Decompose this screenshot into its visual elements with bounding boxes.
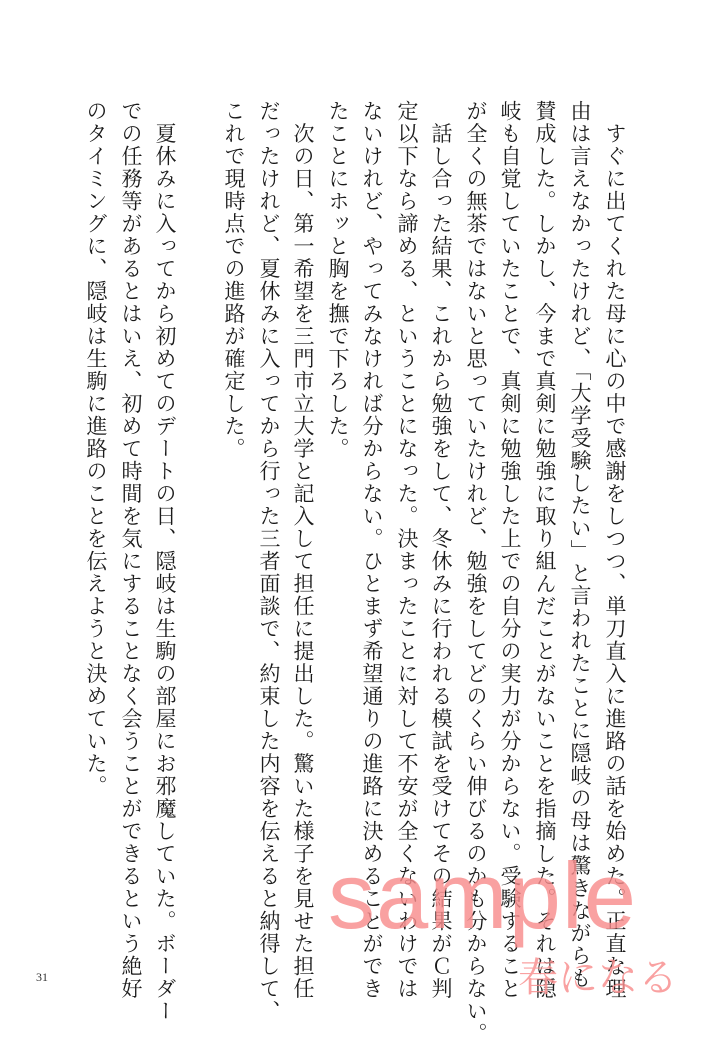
text-column-7: 定以下なら諦める、ということになった。決まったことに対して不安が全くないわけでは	[395, 100, 419, 1000]
text-column-4: 岐も自覚していたことで、真剣に勉強した上での自分の実力が分からない。受験すること	[498, 100, 522, 1000]
text-column-10: 次の日、第一希望を三門市立大学と記入して担任に提出した。驚いた様子を見せた担任	[291, 100, 315, 1000]
text-column-15: での任務等があるとはいえ、初めて時間を気にすることなく会うことができるという絶好	[119, 100, 143, 1000]
text-column-5: が全くの無茶ではないと思っていたけれど、勉強をしてどのくらい伸びるのかも分からない。	[464, 100, 488, 1045]
text-column-11: だったけれど、夏休みに入ってから行った三者面談で、約束した内容を伝えると納得して、	[257, 100, 281, 1023]
page-number: 31	[36, 970, 48, 984]
text-column-2: 由は言えなかったけれど、「大学受験したい」と言われたことに隠岐の母は驚きながらも	[568, 100, 592, 990]
text-column-6: 話し合った結果、これから勉強をして、冬休みに行われる模試を受けてその結果がＣ判	[429, 100, 453, 1000]
text-column-8: ないけれど、やってみなければ分からない。ひとまず希望通りの進路に決めることができ	[360, 100, 384, 1000]
text-column-3: 賛成した。しかし、今まで真剣に勉強に取り組んだことがないことを指摘した。それは隠	[533, 100, 557, 1000]
watermark-subtitle: 春になる	[518, 955, 678, 1001]
text-column-16: のタイミングに、隠岐は生駒に進路のことを伝えようと決めていた。	[84, 100, 108, 798]
sample-watermark: sample	[328, 843, 638, 948]
text-column-9: たことにホッと胸を撫で下ろした。	[326, 100, 350, 460]
text-column-14: 夏休みに入ってから初めてのデートの日、隠岐は生駒の部屋にお邪魔していた。ボーダー	[153, 100, 177, 1023]
text-column-1: すぐに出てくれた母に心の中で感謝をしつつ、単刀直入に進路の話を始めた。正直な理	[603, 100, 627, 1000]
text-column-12: これで現時点での進路が確定した。	[222, 100, 246, 460]
